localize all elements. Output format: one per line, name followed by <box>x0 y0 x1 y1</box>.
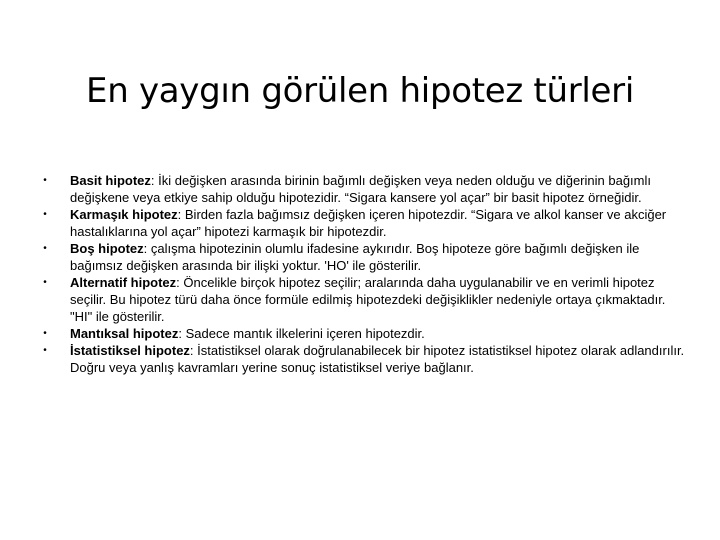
item-term: Boş hipotez <box>70 241 144 256</box>
item-term: Mantıksal hipotez <box>70 326 179 341</box>
item-text: : çalışma hipotezinin olumlu ifadesine aykırıdır. Boş hipoteze göre bağımlı değişken ile bağımsız değişken arasında bir ilişki yoktur. 'HO' ile gösterilir. <box>70 241 640 273</box>
bullet-icon: • <box>43 328 47 339</box>
list-item <box>40 325 688 342</box>
item-text: : İki değişken arasında birinin bağımlı değişken veya neden olduğu ve diğerinin bağımlı değişkene veya etkiye sahip olduğu hipotezidir. “Sigara kansere yol açar” bir basit hipotez örneğidir. <box>70 173 651 205</box>
item-term: İstatistiksel hipotez <box>70 343 190 358</box>
item-text: : İstatistiksel olarak doğrulanabilecek bir hipotez istatistiksel hipotez olarak adlandırılır. Doğru veya yanlış kavramları yerine sonuç istatistiksel veriye bağlanır. <box>70 343 685 375</box>
list-item <box>40 240 688 274</box>
slide-title: En yaygın görülen hipotez türleri <box>86 70 634 111</box>
item-text: : Birden fazla bağımsız değişken içeren hipotezdir. “Sigara ve alkol kanser ve akciğer hastalıklarına yol açar” hipotezi karmaşık bir hipotezdir. <box>70 207 667 239</box>
item-text: : Öncelikle birçok hipotez seçilir; aralarında daha uygulanabilir ve en verimli hipotez seçilir. Bu hipotez türü daha önce formüle edilmiş hipotezdeki değişiklikler nedeniyle ortaya çıkmaktadır. "HI" ile gösterilir. <box>70 275 666 324</box>
bullet-icon: • <box>43 175 47 186</box>
hypothesis-list <box>40 172 688 376</box>
list-item <box>40 274 688 325</box>
item-term: Basit hipotez <box>70 173 151 188</box>
item-text: : Sadece mantık ilkelerini içeren hipotezdir. <box>178 326 425 341</box>
bullet-icon: • <box>43 345 47 356</box>
bullet-icon: • <box>43 209 47 220</box>
bullet-icon: • <box>43 277 47 288</box>
item-term: Karmaşık hipotez <box>70 207 178 222</box>
bullet-icon: • <box>43 243 47 254</box>
list-item <box>40 342 688 376</box>
item-term: Alternatif hipotez <box>70 275 177 290</box>
list-item <box>40 172 688 206</box>
list-item <box>40 206 688 240</box>
